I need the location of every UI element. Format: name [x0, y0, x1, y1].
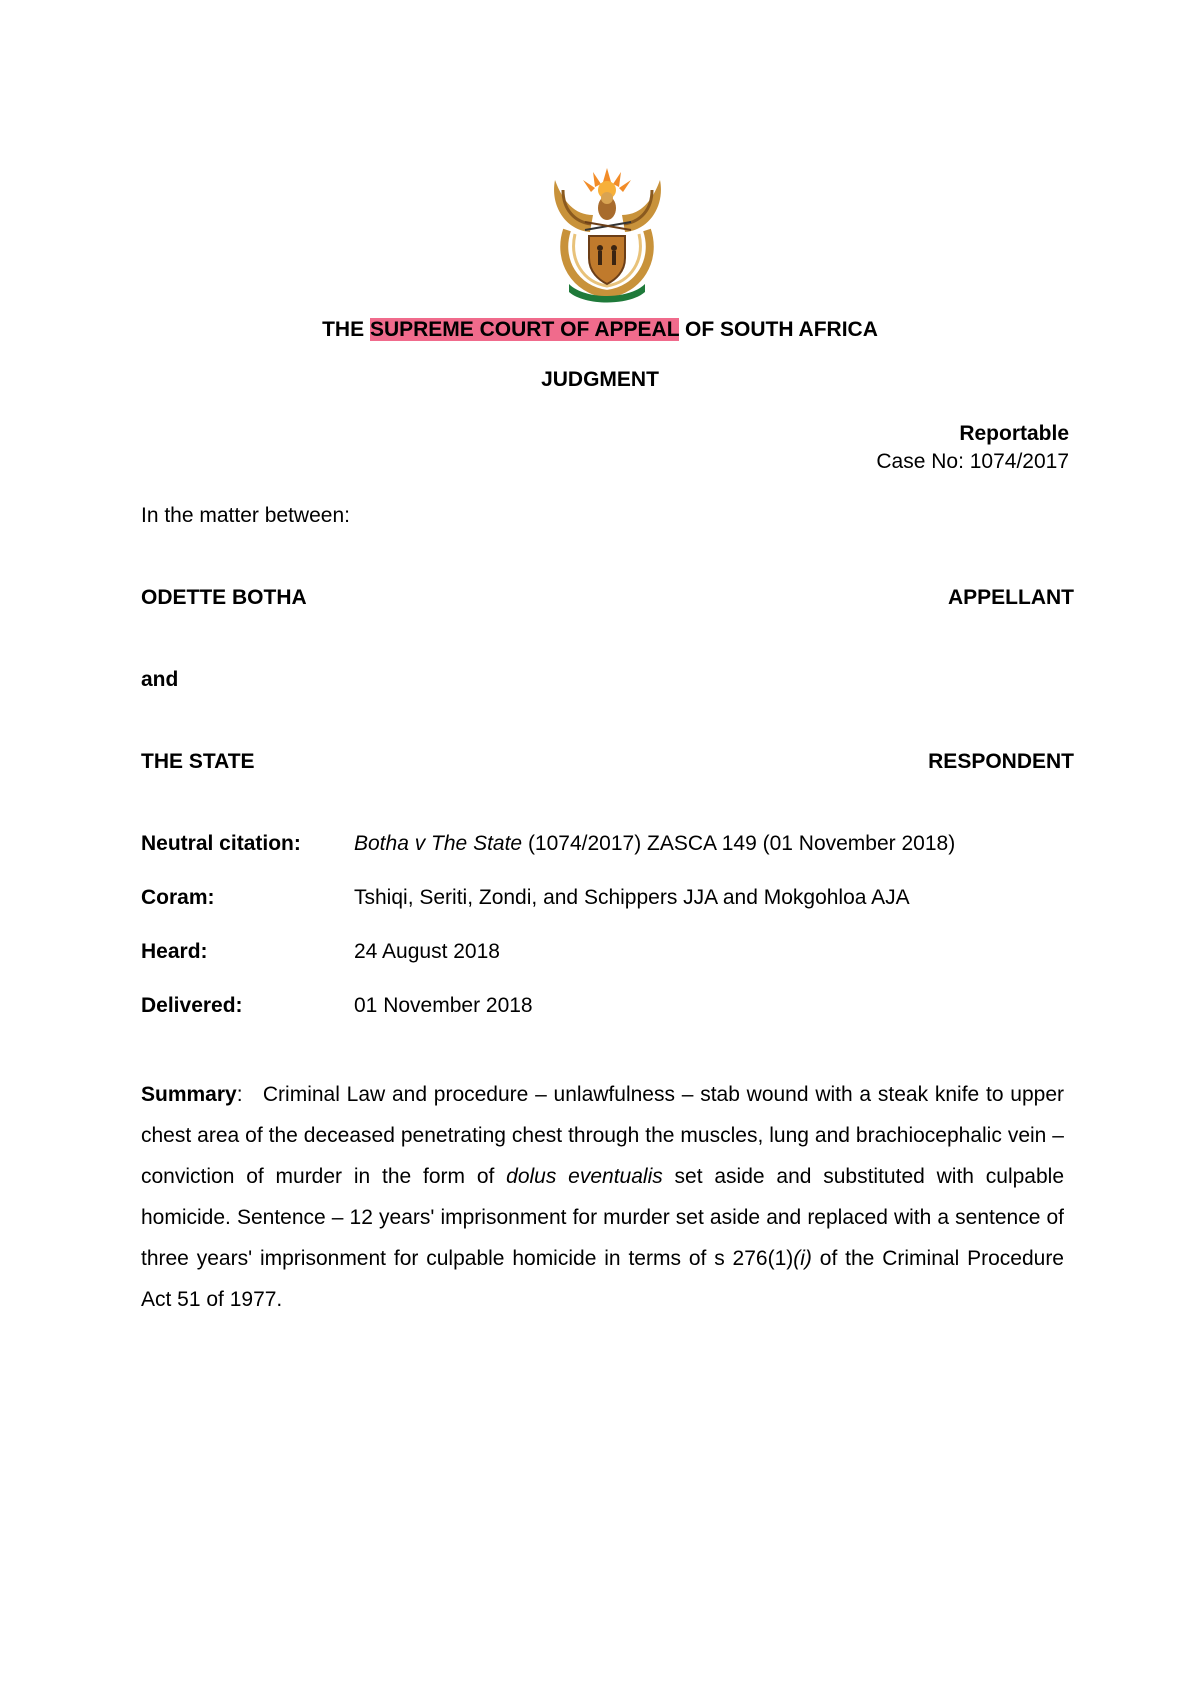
summary-text-2: set aside and substituted with culpable homicide. Sentence – 12 years' imprisonment for murder set aside and replaced with a sentence of three years' imprisonment for culpable homicide in terms of s 276(1) — [141, 1165, 1064, 1270]
heard-label: Heard: — [141, 940, 208, 963]
summary-italic-1: dolus eventualis — [506, 1165, 663, 1188]
reportable-label: Reportable — [959, 422, 1069, 445]
summary-text-3: of the Criminal Procedure Act 51 of 1977. — [141, 1247, 1064, 1311]
heard-value: 24 August 2018 — [354, 940, 500, 963]
summary-paragraph — [141, 1074, 1070, 1320]
citation-reference: (1074/2017) ZASCA 149 (01 November 2018) — [522, 832, 956, 855]
appellant-name: ODETTE BOTHA — [141, 586, 307, 609]
coram-value: Tshiqi, Seriti, Zondi, and Schippers JJA and Mokgohloa AJA — [354, 886, 910, 909]
coram-label: Coram: — [141, 886, 215, 909]
citation-value — [354, 832, 955, 856]
respondent-role: RESPONDENT — [928, 750, 1074, 773]
parties-conjunction: and — [141, 668, 179, 691]
respondent-name: THE STATE — [141, 750, 255, 773]
summary-label: Summary — [141, 1083, 237, 1106]
delivered-label: Delivered: — [141, 994, 243, 1017]
delivered-value: 01 November 2018 — [354, 994, 533, 1017]
judgment-heading: JUDGMENT — [541, 368, 659, 391]
matter-intro: In the matter between: — [141, 504, 350, 527]
coat-of-arms-icon — [545, 160, 670, 305]
court-title-highlighted: SUPREME COURT OF APPEAL — [369, 318, 680, 341]
summary-colon: : — [236, 1083, 243, 1106]
summary-italic-2: (i) — [793, 1247, 812, 1270]
court-title-prefix: THE — [322, 318, 370, 341]
case-number: Case No: 1074/2017 — [876, 450, 1069, 473]
citation-label: Neutral citation: — [141, 832, 301, 855]
court-title — [0, 318, 1200, 342]
court-title-suffix: OF SOUTH AFRICA — [679, 318, 878, 341]
summary-text-1: Criminal Law and procedure – unlawfulness – stab wound with a steak knife to upper chest area of the deceased penetrating chest through the muscles, lung and brachiocephalic vein – conviction of murder in the form of — [141, 1083, 1070, 1188]
appellant-role: APPELLANT — [948, 586, 1074, 609]
citation-case-name: Botha v The State — [354, 832, 523, 855]
